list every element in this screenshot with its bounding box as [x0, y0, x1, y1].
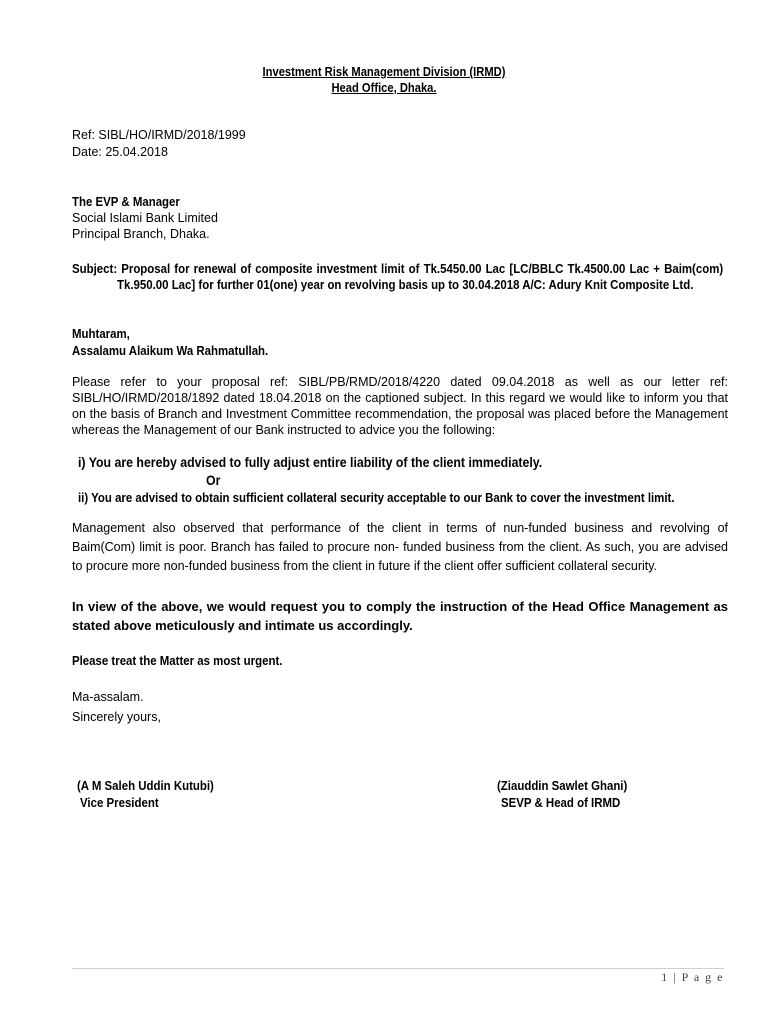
letter-date: Date: 25.04.2018	[72, 145, 168, 159]
subject-line-2: Tk.950.00 Lac] for further 01(one) year on revolving basis up to 30.04.2018 A/C: Adury Knit Composite Ltd.	[117, 277, 694, 292]
signatory-2-title: SEVP & Head of IRMD	[501, 795, 621, 810]
page-number: 1 | P a g e	[661, 970, 724, 984]
signatory-2-name: (Ziauddin Sawlet Ghani)	[497, 778, 628, 793]
closing-sincerely: Sincerely yours,	[72, 710, 161, 724]
office-heading: Head Office, Dhaka.	[331, 80, 437, 95]
urgent-note: Please treat the Matter as most urgent.	[72, 653, 283, 668]
addressee-title: The EVP & Manager	[72, 194, 180, 209]
addressee-branch: Principal Branch, Dhaka.	[72, 227, 210, 241]
option-1: i) You are hereby advised to fully adjust entire liability of the client immediately.	[78, 454, 543, 470]
closing-salam: Ma-assalam.	[72, 690, 144, 704]
body-paragraph-1: Please refer to your proposal ref: SIBL/PB/RMD/2018/4220 dated 09.04.2018 as well as our letter ref: SIBL/HO/IRMD/2018/1892 dated 18.04.2018 on the captioned subject. In this regard we would like to inform you that on the basis of Branch and Investment Committee recommendation, the proposal was placed before the Management whereas the Management of our Bank instructed to advice you the following:	[72, 375, 728, 437]
salutation-muhtaram: Muhtaram,	[72, 326, 130, 341]
division-heading: Investment Risk Management Division (IRMD)	[262, 64, 506, 79]
option-2: ii) You are advised to obtain sufficient collateral security acceptable to our Bank to cover the investment limit.	[78, 490, 675, 505]
body-paragraph-2: Management also observed that performance of the client in terms of nun-funded business and revolving of Baim(Com) limit is poor. Branch has failed to procure non- funded business from the client. As such, you are advised to procure more non-funded business from the client in future if the client offer sufficient collateral security.	[72, 521, 728, 573]
signatory-1-name: (A M Saleh Uddin Kutubi)	[77, 778, 214, 793]
signatory-1-title: Vice President	[80, 795, 159, 810]
option-or: Or	[206, 472, 221, 488]
addressee-bank: Social Islami Bank Limited	[72, 211, 218, 225]
reference-number: Ref: SIBL/HO/IRMD/2018/1999	[72, 128, 246, 142]
subject-line-1: Subject: Proposal for renewal of composite investment limit of Tk.5450.00 Lac [LC/BBLC Tk.4500.00 Lac + Baim(com)	[72, 261, 724, 276]
footer-divider	[72, 968, 724, 969]
salutation-greeting: Assalamu Alaikum Wa Rahmatullah.	[72, 343, 269, 358]
body-paragraph-3: In view of the above, we would request you to comply the instruction of the Head Office Management as stated above meticulously and intimate us accordingly.	[72, 599, 728, 633]
